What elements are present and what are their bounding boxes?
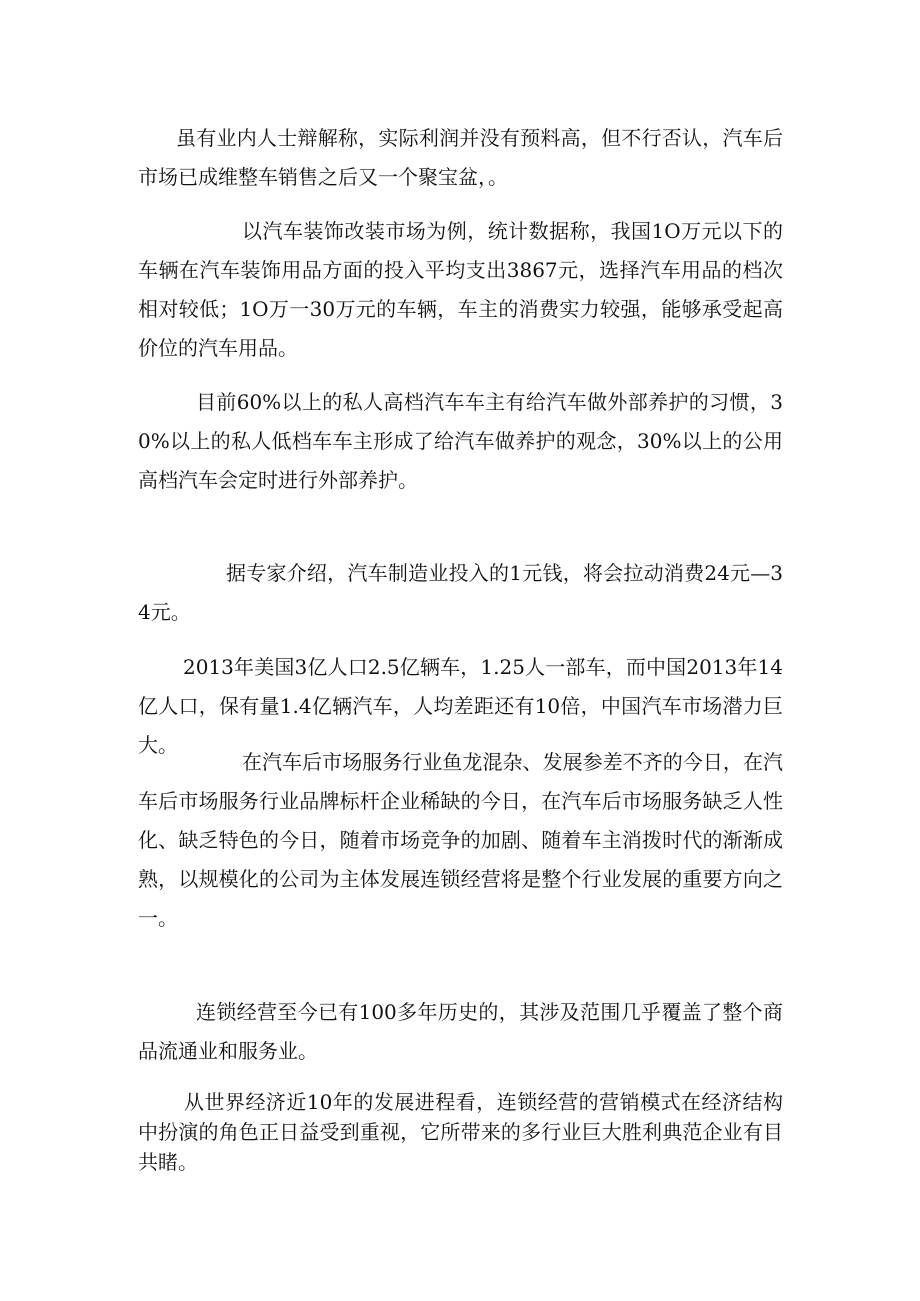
paragraph-1: 虽有业内人士辩解称，实际利润并没有预料高，但不行否认，汽车后市场已成维整车销售之后又一个聚宝盆，。 (138, 126, 783, 189)
paragraph-8: 从世界经济近10年的发展进程看，连锁经营的营销模式在经济结构中扮演的角色正日益受到重视，它所带来的多行业巨大胜利典范企业有目共睹。 (138, 1090, 783, 1174)
paragraph-6: 在汽车后市场服务行业鱼龙混杂、发展参差不齐的今日，在汽车后市场服务行业品牌标杆企业稀缺的今日，在汽车后市场服务缺乏人性化、缺乏特色的今日，随着市场竞争的加剧、随着车主消拨时代的渐渐成熟，以规模化的公司为主体发展连锁经营将是整个行业发展的重要方向之一。 (138, 750, 783, 930)
paragraph-4: 据专家介绍，汽车制造业投入的1元钱，将会拉动消费24元—34元。 (138, 561, 783, 624)
paragraph-5: 2013年美国3亿人口2.5亿辆车，1.25人一部车，而中国2013年14亿人口，保有量1.4亿辆汽车，人均差距还有10倍，中国汽车市场潜力巨大。 (138, 655, 783, 757)
paragraph-3: 目前60%以上的私人高档汽车车主有给汽车做外部养护的习惯，30%以上的私人低档车车主形成了给汽车做养护的观念，30%以上的公用高档汽车会定时进行外部养护。 (138, 390, 783, 492)
paragraph-7: 连锁经营至今已有100多年历史的，其涉及范围几乎覆盖了整个商品流通业和服务业。 (138, 1000, 783, 1063)
paragraph-2: 以汽车装饰改装市场为例，统计数据称，我国1O万元以下的车辆在汽车装饰用品方面的投入平均支出3867元，选择汽车用品的档次相对较低；1O万一30万元的车辆，车主的消费实力较强，能够承受起高价位的汽车用品。 (138, 219, 783, 360)
